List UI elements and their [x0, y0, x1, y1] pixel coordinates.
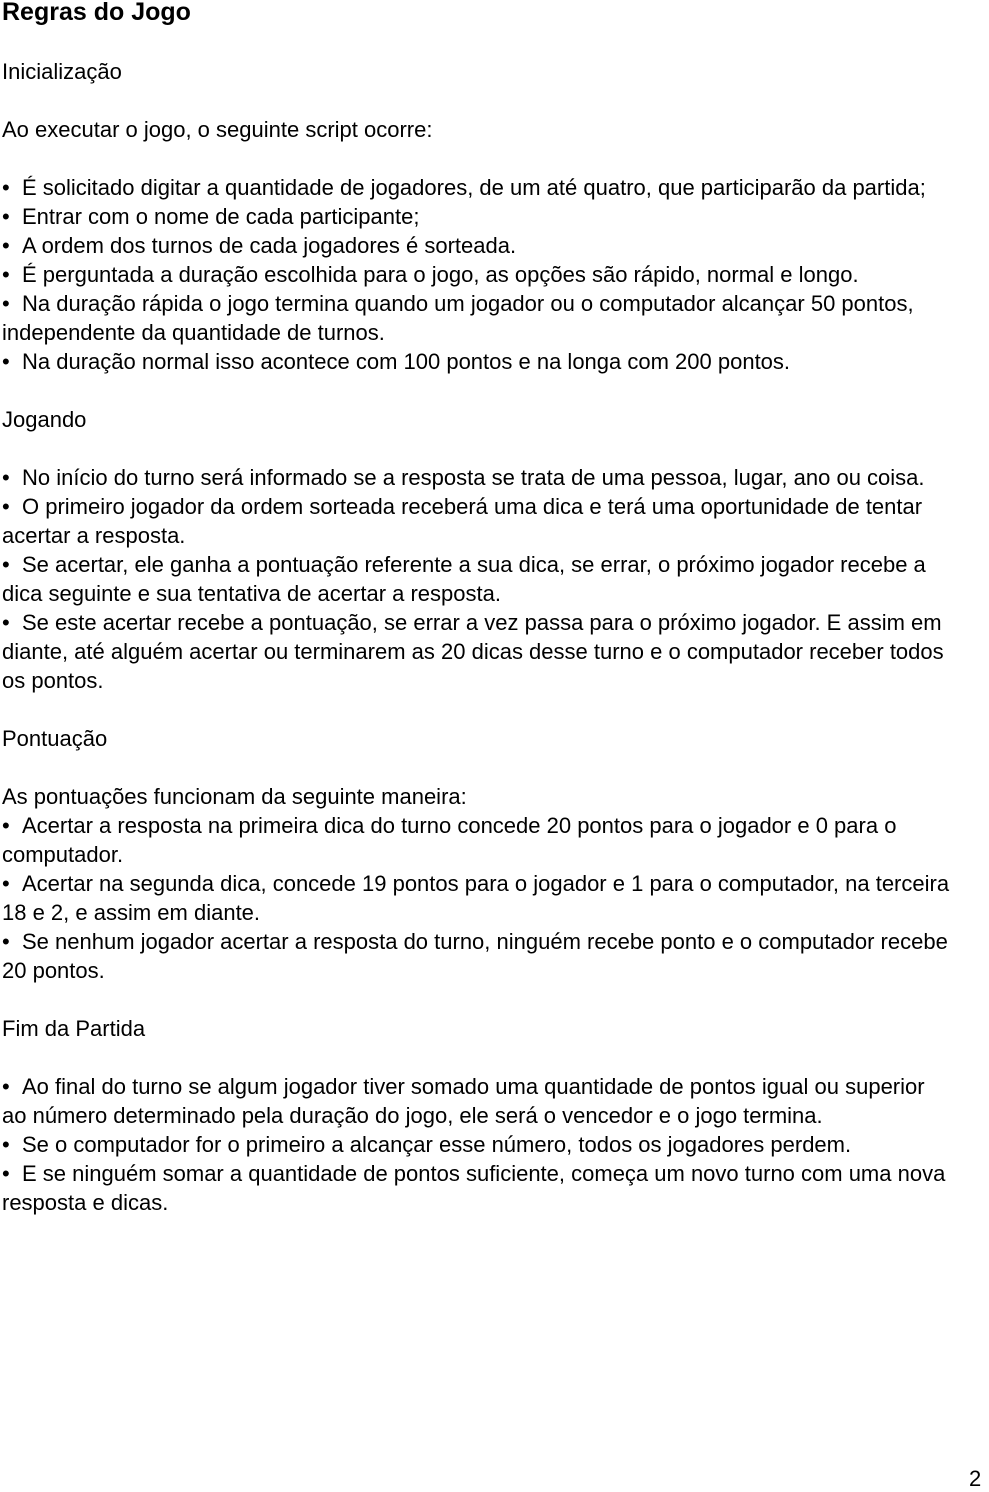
bullet-icon: •: [2, 552, 10, 577]
bullet-list: [2, 811, 952, 985]
list-item: • Na duração normal isso acontece com 100 pontos e na longa com 200 pontos.: [2, 349, 791, 374]
list-item: • Se nenhum jogador acertar a resposta do turno, ninguém recebe ponto e o computador recebe 20 pontos.: [2, 929, 948, 983]
list-item: • É perguntada a duração escolhida para o jogo, as opções são rápido, normal e longo.: [2, 262, 859, 287]
bullet-list: [2, 1072, 952, 1217]
bullet-icon: •: [2, 175, 10, 200]
bullet-list: [2, 463, 952, 695]
list-item: • Entrar com o nome de cada participante;: [2, 204, 420, 229]
bullet-icon: •: [2, 1132, 10, 1157]
list-item: • Ao final do turno se algum jogador tiver somado uma quantidade de pontos igual ou superior ao número determinado pela duração do jogo, ele será o vencedor e o jogo termina.: [2, 1074, 925, 1128]
section-jogando: [2, 405, 952, 695]
bullet-list: [2, 173, 952, 376]
bullet-icon: •: [2, 929, 10, 954]
document-page: [2, 0, 952, 1217]
bullet-icon: •: [2, 262, 10, 287]
list-item: • Na duração rápida o jogo termina quando um jogador ou o computador alcançar 50 pontos, independente da quantidade de turnos.: [2, 291, 914, 345]
list-item: • E se ninguém somar a quantidade de pontos suficiente, começa um novo turno com uma nova resposta e dicas.: [2, 1161, 946, 1215]
section-intro: As pontuações funcionam da seguinte maneira:: [2, 784, 467, 809]
list-item: • É solicitado digitar a quantidade de jogadores, de um até quatro, que participarão da partida;: [2, 175, 926, 200]
bullet-icon: •: [2, 204, 10, 229]
page-title: Regras do Jogo: [2, 0, 191, 26]
bullet-icon: •: [2, 494, 10, 519]
section-fim-da-partida: [2, 1014, 952, 1217]
bullet-icon: •: [2, 1074, 10, 1099]
section-heading: Jogando: [2, 407, 87, 432]
bullet-icon: •: [2, 871, 10, 896]
bullet-icon: •: [2, 610, 10, 635]
bullet-icon: •: [2, 291, 10, 316]
bullet-icon: •: [2, 233, 10, 258]
list-item: • Se este acertar recebe a pontuação, se errar a vez passa para o próximo jogador. E assim em diante, até alguém acertar ou terminarem as 20 dicas desse turno e o computador receber todos os pontos.: [2, 610, 944, 693]
list-item: • Se o computador for o primeiro a alcançar esse número, todos os jogadores perdem.: [2, 1132, 852, 1157]
list-item: • O primeiro jogador da ordem sorteada receberá uma dica e terá uma oportunidade de tentar acertar a resposta.: [2, 494, 923, 548]
section-pontuacao: [2, 724, 952, 985]
bullet-icon: •: [2, 1161, 10, 1186]
list-item: • No início do turno será informado se a resposta se trata de uma pessoa, lugar, ano ou coisa.: [2, 465, 925, 490]
bullet-icon: •: [2, 813, 10, 838]
list-item: • Acertar na segunda dica, concede 19 pontos para o jogador e 1 para o computador, na terceira 18 e 2, e assim em diante.: [2, 871, 950, 925]
page-number: 2: [969, 1466, 982, 1491]
list-item: • Acertar a resposta na primeira dica do turno concede 20 pontos para o jogador e 0 para o computador.: [2, 813, 897, 867]
list-item: • A ordem dos turnos de cada jogadores é sorteada.: [2, 233, 517, 258]
bullet-icon: •: [2, 349, 10, 374]
bullet-icon: •: [2, 465, 10, 490]
section-inicializacao: [2, 57, 952, 376]
section-intro: Ao executar o jogo, o seguinte script ocorre:: [2, 117, 433, 142]
section-heading: Pontuação: [2, 726, 108, 751]
section-heading: Inicialização: [2, 59, 122, 84]
list-item: • Se acertar, ele ganha a pontuação referente a sua dica, se errar, o próximo jogador recebe a dica seguinte e sua tentativa de acertar a resposta.: [2, 552, 926, 606]
section-heading: Fim da Partida: [2, 1016, 146, 1041]
